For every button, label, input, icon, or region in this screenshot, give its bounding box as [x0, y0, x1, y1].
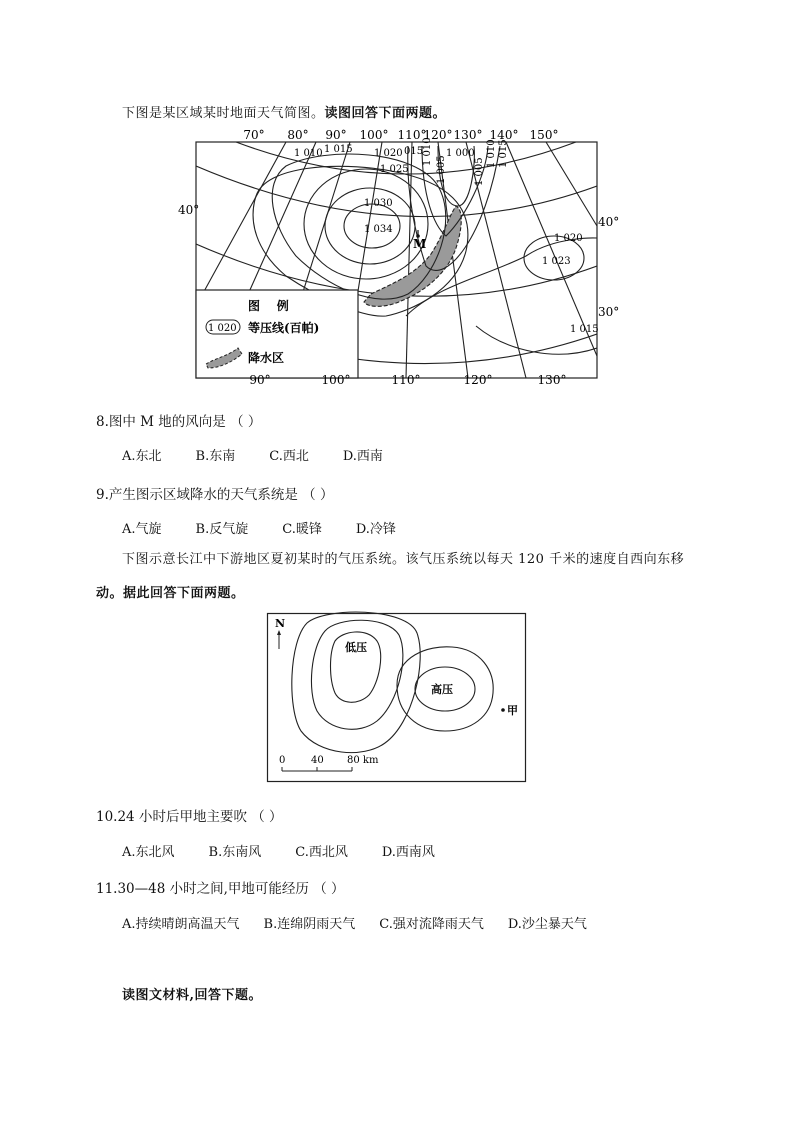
- option-c: C.强对流降雨天气: [379, 917, 484, 932]
- option-c: C.西北: [269, 449, 309, 464]
- scale-label: 80 km: [347, 755, 379, 766]
- question-11-options: [122, 913, 621, 932]
- option-a: A.气旋: [122, 522, 162, 537]
- isobar-label: 1 015: [324, 144, 353, 155]
- question-8: 8.图中 M 地的风向是 （ ）: [96, 414, 262, 430]
- point-jia-label: 甲: [507, 704, 518, 717]
- option-d: D.西南: [342, 449, 383, 464]
- lon-label: 130°: [453, 128, 483, 142]
- lon-label: 150°: [529, 128, 559, 142]
- option-d: D.冷锋: [355, 522, 396, 537]
- isobar-label: 1 005: [474, 157, 485, 186]
- scale-label: 0: [279, 755, 286, 766]
- legend-isobar-label: 等压线(百帕): [248, 321, 320, 335]
- legend-title: 图 例: [248, 299, 289, 313]
- lon-label: 140°: [489, 128, 519, 142]
- lon-label: 110°: [391, 373, 421, 387]
- question-11: 11.30—48 小时之间,甲地可能经历 （ ）: [96, 881, 345, 897]
- lat-label: 40°: [598, 215, 620, 229]
- isobar-label: 1 034: [364, 224, 393, 235]
- option-d: D.沙尘暴天气: [507, 917, 587, 932]
- isobar-label: 1 010: [294, 148, 323, 159]
- lon-label: 110°: [397, 128, 427, 142]
- isobar-label: 1 020: [554, 233, 583, 244]
- question-9-options: [122, 518, 430, 537]
- north-label: N: [275, 617, 286, 630]
- option-b: B.连绵阴雨天气: [263, 917, 356, 932]
- intro-text-2b: 动。据此回答下面两题。: [96, 586, 245, 601]
- option-c: C.暖锋: [282, 522, 322, 537]
- lon-label: 70°: [243, 128, 265, 142]
- isobar-label: 1 015: [498, 139, 509, 168]
- option-a: A.持续晴朗高温天气: [122, 917, 240, 932]
- intro-text-2a: 下图示意长江中下游地区夏初某时的气压系统。该气压系统以每天 120 千米的速度自西向东移: [122, 552, 685, 567]
- option-a: A.东北: [122, 449, 162, 464]
- lat-label: 30°: [598, 305, 620, 319]
- scale-label: 40: [311, 755, 324, 766]
- intro-text-3: 读图文材料,回答下题。: [122, 988, 263, 1003]
- lat-label: 40°: [178, 203, 200, 217]
- lon-label: 90°: [249, 373, 271, 387]
- option-a: A.东北风: [122, 845, 175, 860]
- intro-text-1: 下图是某区域某时地面天气简图。读图回答下面两题。: [122, 106, 447, 121]
- question-9: 9.产生图示区域降水的天气系统是 （ ）: [96, 487, 334, 503]
- isobar-label: 1 023: [542, 256, 571, 267]
- lon-label: 100°: [321, 373, 351, 387]
- option-b: B.东南风: [208, 845, 262, 860]
- isobar-label: 1 000: [446, 148, 475, 159]
- low-label: 低压: [345, 641, 367, 654]
- question-10-options: [122, 841, 469, 860]
- option-b: B.东南: [195, 449, 236, 464]
- question-10: 10.24 小时后甲地主要吹 （ ）: [96, 809, 283, 825]
- question-8-options: [122, 445, 417, 464]
- isobar-label: 1 020: [374, 148, 403, 159]
- point-m: M: [413, 237, 427, 251]
- lon-label: 100°: [359, 128, 389, 142]
- lon-label: 80°: [287, 128, 309, 142]
- high-label: 高压: [431, 683, 453, 696]
- option-c: C.西北风: [295, 845, 348, 860]
- isobar-label: 1 015: [570, 324, 599, 335]
- lon-label: 130°: [537, 373, 567, 387]
- lon-label: 90°: [325, 128, 347, 142]
- isobar-label: 1 010: [422, 137, 433, 166]
- isobar-label: 1 030: [364, 198, 393, 209]
- lon-label: 120°: [463, 373, 493, 387]
- isobar-label: 1 025: [380, 164, 409, 175]
- pressure-map: [267, 613, 527, 783]
- lon-label: 120°: [423, 128, 453, 142]
- option-b: B.反气旋: [195, 522, 249, 537]
- weather-map: [176, 126, 620, 387]
- legend-rain-label: 降水区: [248, 351, 285, 365]
- option-d: D.西南风: [381, 845, 435, 860]
- point-jia: [501, 708, 505, 712]
- isobar-label: 1 010: [486, 139, 497, 168]
- isobar-label: 1 005: [436, 155, 447, 184]
- isobar-label: 015: [404, 146, 424, 157]
- legend-sample: 1 020: [208, 323, 237, 334]
